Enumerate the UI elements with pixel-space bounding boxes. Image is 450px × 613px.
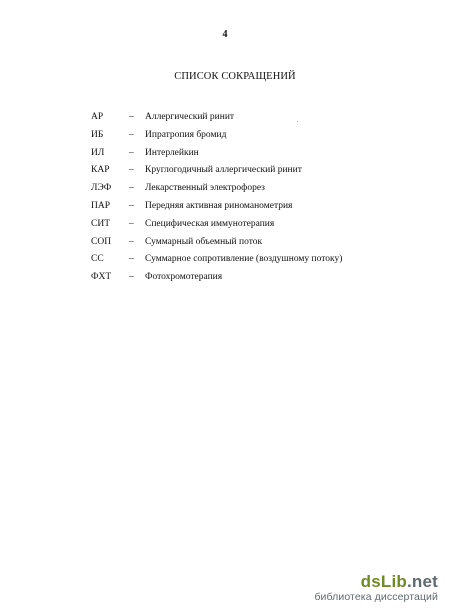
abbreviation-code: ИЛ — [91, 147, 105, 158]
abbreviation-definition: Лекарственный электрофорез — [145, 183, 265, 194]
abbreviation-definition: Аллергический ринит — [145, 112, 235, 122]
abbreviation-dash: – — [129, 183, 134, 194]
abbreviation-dash: – — [129, 254, 134, 265]
abbreviation-definition: Интерлейкин — [145, 147, 199, 158]
abbreviation-row — [91, 218, 411, 236]
abbreviation-row — [91, 236, 411, 254]
abbreviation-code: ИБ — [91, 129, 104, 140]
abbreviation-row — [91, 111, 411, 129]
abbreviation-code: ФХТ — [91, 272, 112, 283]
abbreviation-code: АР — [91, 112, 104, 122]
abbreviation-dash: – — [129, 200, 134, 211]
abbreviation-definition: Круглогодичный аллергический ринит — [145, 165, 302, 176]
abbreviation-row — [91, 271, 411, 289]
abbreviation-definition: Суммарный объемный поток — [145, 236, 263, 247]
abbreviation-definition: Специфическая иммунотерапия — [145, 218, 275, 229]
abbreviation-definition: Передняя активная риноманометрия — [145, 200, 293, 211]
watermark-tagline: библиотека диссертаций — [314, 591, 438, 603]
abbreviation-definition: Фотохромотерапия — [145, 272, 223, 283]
watermark-logo-main: dsLib — [360, 572, 407, 591]
site-watermark[interactable] — [314, 572, 438, 604]
abbreviation-row — [91, 147, 411, 165]
abbreviation-dash: – — [129, 112, 134, 122]
abbreviation-dash: – — [129, 218, 134, 229]
abbreviation-row — [91, 164, 411, 182]
abbreviation-dash: – — [129, 147, 134, 158]
abbreviation-dash: – — [129, 129, 134, 140]
abbreviation-dash: – — [129, 236, 134, 247]
abbreviation-definition: Ипратропия бромид — [145, 129, 227, 140]
abbreviation-row — [91, 129, 411, 147]
abbreviation-code: СС — [91, 254, 104, 265]
abbreviation-code: КАР — [91, 165, 110, 176]
abbreviation-code: СОП — [91, 236, 112, 247]
abbreviation-code: ПАР — [91, 200, 111, 211]
abbreviation-row — [91, 253, 411, 271]
abbreviation-row — [91, 200, 411, 218]
watermark-logo[interactable] — [314, 572, 438, 591]
watermark-logo-tld: .net — [406, 572, 438, 591]
abbreviation-dash: – — [129, 165, 134, 176]
page-number: 4 — [222, 29, 228, 40]
page-title: СПИСОК СОКРАЩЕНИЙ — [174, 71, 296, 82]
abbreviation-row — [91, 182, 411, 200]
abbreviation-definition: Суммарное сопротивление (воздушному потоку) — [145, 254, 343, 265]
abbreviation-dash: – — [129, 272, 134, 283]
abbreviation-code: ЛЭФ — [91, 183, 112, 194]
abbreviation-code: СИТ — [91, 218, 110, 229]
abbreviation-list — [91, 111, 411, 289]
